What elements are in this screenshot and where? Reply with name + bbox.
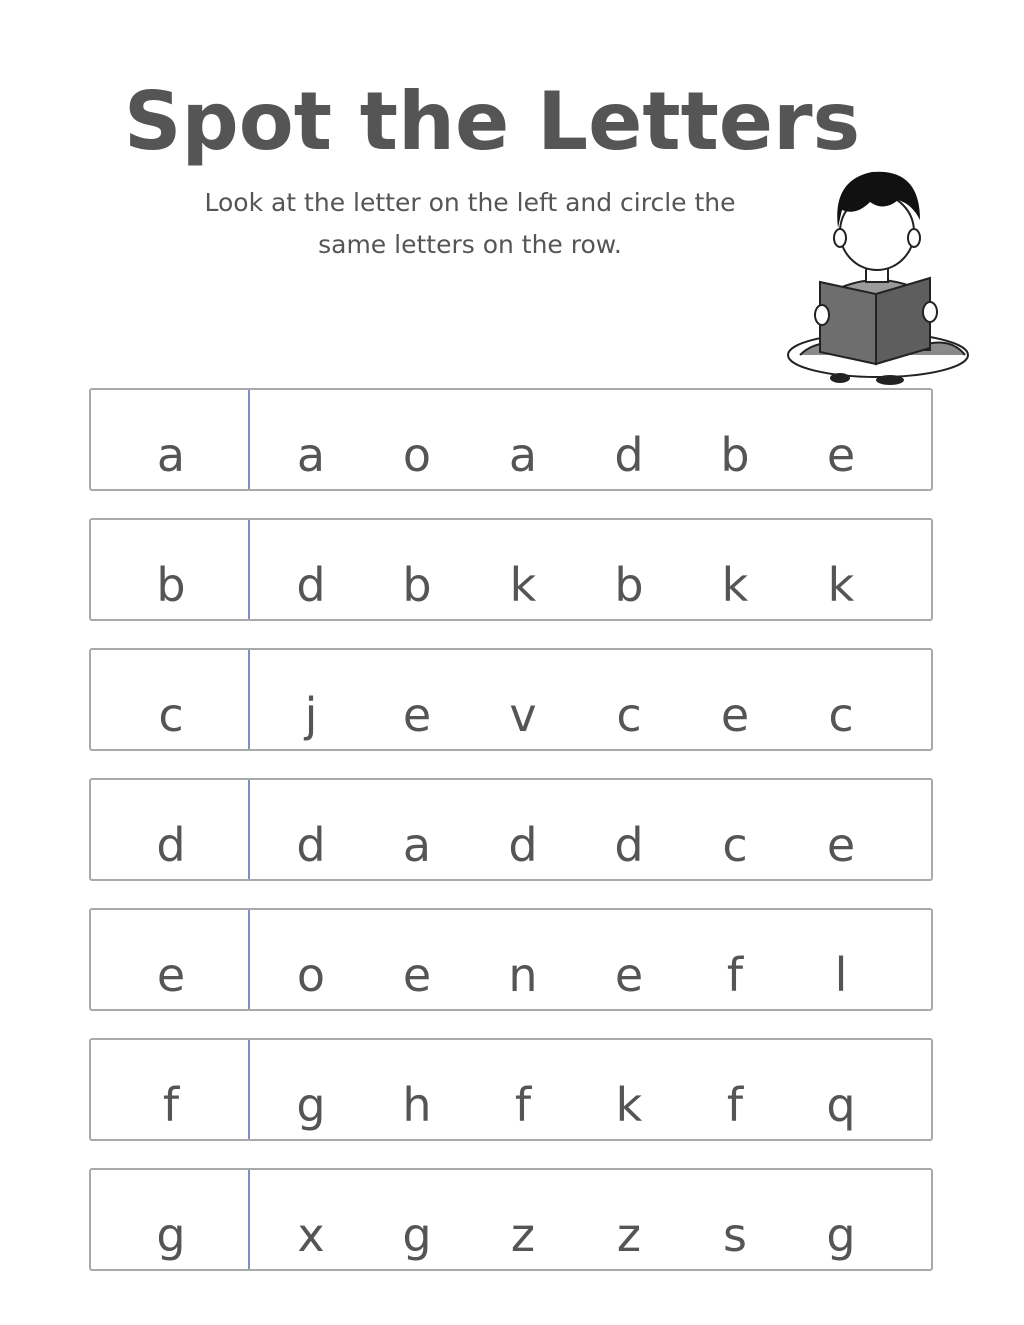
choice-letter[interactable]: d xyxy=(296,818,326,872)
target-letter: g xyxy=(156,1208,186,1262)
row-divider xyxy=(248,520,250,619)
choice-letter[interactable]: e xyxy=(614,948,644,1002)
row-divider xyxy=(248,1170,250,1269)
choice-letter[interactable]: v xyxy=(509,688,537,742)
row-divider xyxy=(248,910,250,1009)
choice-letter[interactable]: e xyxy=(826,428,856,482)
child-reading-illustration xyxy=(780,160,975,390)
choice-letter[interactable]: k xyxy=(509,558,537,612)
choice-letter[interactable]: s xyxy=(723,1208,747,1262)
choice-letter[interactable]: a xyxy=(402,818,432,872)
choice-letter[interactable]: a xyxy=(508,428,538,482)
target-letter: a xyxy=(156,428,186,482)
choice-letters xyxy=(271,945,881,1005)
row-divider xyxy=(248,1040,250,1139)
choice-letter[interactable]: f xyxy=(726,948,744,1002)
choice-letter[interactable]: e xyxy=(826,818,856,872)
choice-letter[interactable]: z xyxy=(616,1208,642,1262)
choice-letter[interactable]: e xyxy=(402,948,432,1002)
choice-letter[interactable]: d xyxy=(296,558,326,612)
row-divider xyxy=(248,650,250,749)
choice-letter[interactable]: e xyxy=(402,688,432,742)
choice-letter[interactable]: k xyxy=(615,1078,643,1132)
choice-letters xyxy=(271,1075,881,1135)
choice-letter[interactable]: q xyxy=(826,1078,856,1132)
target-letter: e xyxy=(156,948,186,1002)
letter-row xyxy=(89,648,933,751)
target-letter: c xyxy=(158,688,184,742)
choice-letter[interactable]: l xyxy=(834,948,848,1002)
choice-letter[interactable]: n xyxy=(508,948,538,1002)
choice-letter[interactable]: f xyxy=(726,1078,744,1132)
choice-letter[interactable]: g xyxy=(402,1208,432,1262)
instructions-line-2: same letters on the row. xyxy=(318,230,622,259)
choice-letter[interactable]: k xyxy=(721,558,749,612)
instructions-line-1: Look at the letter on the left and circle the xyxy=(204,188,736,217)
target-letter: b xyxy=(156,558,186,612)
choice-letter[interactable]: b xyxy=(720,428,750,482)
choice-letter[interactable]: g xyxy=(826,1208,856,1262)
letter-row xyxy=(89,388,933,491)
choice-letters xyxy=(271,555,881,615)
letter-row xyxy=(89,1168,933,1271)
choice-letter[interactable]: z xyxy=(510,1208,536,1262)
choice-letter[interactable]: e xyxy=(720,688,750,742)
row-divider xyxy=(248,390,250,489)
row-divider xyxy=(248,780,250,879)
choice-letter[interactable]: a xyxy=(296,428,326,482)
choice-letter[interactable]: d xyxy=(614,818,644,872)
choice-letter[interactable]: x xyxy=(297,1208,325,1262)
letter-row xyxy=(89,518,933,621)
choice-letters xyxy=(271,815,881,875)
choice-letter[interactable]: c xyxy=(722,818,748,872)
instructions xyxy=(150,182,790,266)
choice-letter[interactable]: g xyxy=(296,1078,326,1132)
choice-letters xyxy=(271,425,881,485)
choice-letters xyxy=(271,1205,881,1265)
choice-letter[interactable]: d xyxy=(508,818,538,872)
choice-letter[interactable]: k xyxy=(827,558,855,612)
letter-rows xyxy=(89,388,937,1298)
letter-row xyxy=(89,1038,933,1141)
choice-letter[interactable]: o xyxy=(402,428,432,482)
target-letter: f xyxy=(162,1078,180,1132)
letter-row xyxy=(89,778,933,881)
choice-letter[interactable]: c xyxy=(828,688,854,742)
choice-letter[interactable]: b xyxy=(614,558,644,612)
choice-letter[interactable]: b xyxy=(402,558,432,612)
target-letter: d xyxy=(156,818,186,872)
choice-letter[interactable]: o xyxy=(296,948,326,1002)
choice-letter[interactable]: h xyxy=(402,1078,432,1132)
letter-row xyxy=(89,908,933,1011)
choice-letter[interactable]: c xyxy=(616,688,642,742)
choice-letters xyxy=(271,685,881,745)
page-title: Spot the Letters xyxy=(123,75,861,168)
choice-letter[interactable]: d xyxy=(614,428,644,482)
choice-letter[interactable]: f xyxy=(514,1078,532,1132)
choice-letter[interactable]: j xyxy=(304,688,318,742)
